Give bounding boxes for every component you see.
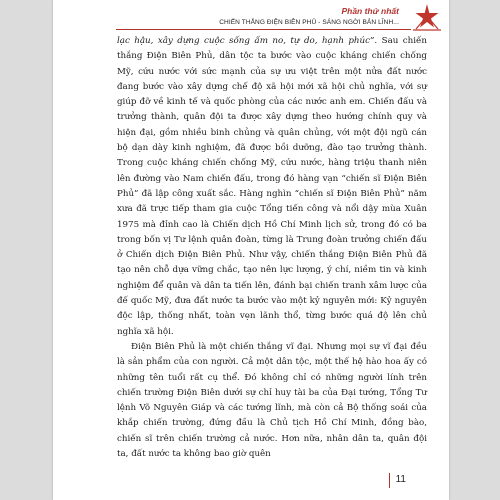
header-divider [116,29,411,30]
paragraph-1-text: Sau chiến thắng Điện Biên Phủ, dân tộc ta bước vào cuộc kháng chiến chống Mỹ, cứu nước với sức mạnh của sự ưu việt trên một nửa đất nước đang bước vào xây dựng chế độ xã hội mới xã hội chủ nghĩa, với sự giúp đỡ về kinh tế và quốc phòng của các nước anh em. Chiến đấu và trưởng thành, quân đội ta được xây dựng theo hướng chính quy và hiện đại, gồm nhiều binh chủng và quân chủng, với một đội ngũ cán bộ dạn dày kinh nghiệm, đã được bồi dưỡng, đào tạo trưởng thành. Trong cuộc kháng chiến chống Mỹ, cứu nước, hàng triệu thanh niên lên đường vào Nam chiến đấu, trong đó hàng vạn “chiến sĩ Điện Biên Phủ” đã lập công xuất sắc. Hàng nghìn “chiến sĩ Điện Biên Phủ” năm xưa đã trực tiếp tham gia cuộc Tổng tiến công và nổi dậy mùa Xuân 1975 mà đỉnh cao là Chiến dịch Hồ Chí Minh lịch sử, trong đó có ba trong bốn vị Tư lệnh quân đoàn, từng là Trung đoàn trưởng chiến đấu ở Chiến dịch Điện Biên Phủ. Như vậy, chiến thắng Điện Biên Phủ đã tạo nên chỗ dựa vững chắc, tạo nên lực lượng, ý chí, niềm tin và kinh nghiệm để quân và dân ta tiến lên, đánh bại chiến tranh xâm lược của đế quốc Mỹ, đưa đất nước ta bước vào một kỷ nguyên mới: Kỷ nguyên độc lập, thống nhất, toàn vẹn lãnh thổ, từng bước quá độ lên chủ nghĩa xã hội. [117,36,427,337]
page-number: 11 [395,474,406,485]
part-label: Phần thứ nhất [341,6,399,16]
red-star-emblem-icon [411,2,443,32]
running-title: CHIẾN THẮNG ĐIỆN BIÊN PHỦ - SÁNG NGỜI BẢN LĨNH... [219,19,399,26]
page-number-divider [389,473,390,488]
book-page [53,0,449,500]
paragraph-2: Điện Biên Phủ là một chiến thắng vĩ đại. Nhưng mọi sự vĩ đại đều là sản phẩm của con người. Cả một dân tộc, một thế hệ hào hoa ấy có những tên tuổi rất cụ thể. Đó không chỉ có những người lính trên chiến trường Điện Biên dưới sự chỉ huy tài ba của Đại tướng, Tổng Tư lệnh Võ Nguyên Giáp và các tướng lĩnh, mà còn cả Bộ thống soái của khắp chiến trường, đứng đầu là Chủ tịch Hồ Chí Minh, đồng bào, chiến sĩ trên chiến trường cả nước. Hơn nữa, nhân dân ta, quân đội ta, đất nước ta không bao giờ quên [117,341,427,460]
paragraph-1-italic-lead: lạc hậu, xây dựng cuộc sống ấm no, tự do, hạnh phúc”. [117,36,378,46]
main-text [117,34,427,462]
paragraph-1 [117,34,427,340]
